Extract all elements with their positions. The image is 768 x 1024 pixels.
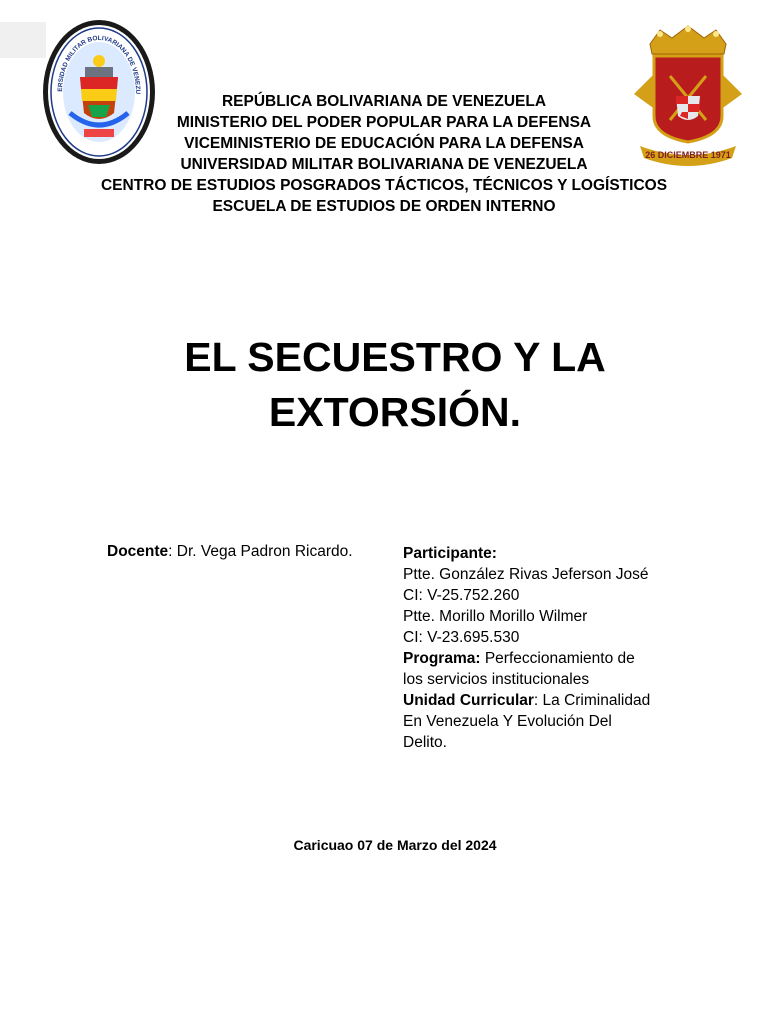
participant-line: CI: V-25.752.260 xyxy=(403,587,520,604)
institution-header xyxy=(0,91,768,217)
document-title xyxy=(0,330,768,440)
unidad-value: : La Criminalidad xyxy=(533,692,651,709)
participant-line: Ptte. Morillo Morillo Wilmer xyxy=(403,608,588,625)
docente-value: : Dr. Vega Padron Ricardo. xyxy=(168,543,353,560)
unidad-label: Unidad Curricular xyxy=(403,692,534,709)
crest-date-text: 26 DICIEMBRE 1971 xyxy=(645,150,731,160)
unidad-line xyxy=(403,690,703,711)
participant-line: Ptte. González Rivas Jeferson José xyxy=(403,566,649,583)
programa-line xyxy=(403,648,703,669)
header-line: ESCUELA DE ESTUDIOS DE ORDEN INTERNO xyxy=(212,198,556,215)
programa-value: Perfeccionamiento de xyxy=(480,650,635,667)
title-line-1: EL SECUESTRO Y LA xyxy=(184,334,606,380)
title-line-2: EXTORSIÓN. xyxy=(268,389,522,435)
unidad-value-cont: En Venezuela Y Evolución Del xyxy=(403,713,612,730)
participante-label: Participante: xyxy=(403,545,497,562)
header-line: UNIVERSIDAD MILITAR BOLIVARIANA DE VENEZUELA xyxy=(180,156,588,173)
footer-date-place: Caricuao 07 de Marzo del 2024 xyxy=(293,837,497,853)
docente-label: Docente xyxy=(107,543,169,560)
docente-block xyxy=(107,543,353,561)
header-line: VICEMINISTERIO DE EDUCACIÓN PARA LA DEFENSA xyxy=(184,135,584,152)
unidad-value-cont: Delito. xyxy=(403,734,447,751)
seal-ring-text: ERSIDAD MILITAR BOLIVARIANA DE VENEZU xyxy=(56,34,142,95)
header-line: CENTRO DE ESTUDIOS POSGRADOS TÁCTICOS, TÉCNICOS Y LOGÍSTICOS xyxy=(100,177,668,194)
participant-line: CI: V-23.695.530 xyxy=(403,629,520,646)
header-line: MINISTERIO DEL PODER POPULAR PARA LA DEFENSA xyxy=(176,114,592,131)
header-line: REPÚBLICA BOLIVARIANA DE VENEZUELA xyxy=(221,93,547,110)
participant-info-block xyxy=(403,543,703,753)
programa-value-cont: los servicios institucionales xyxy=(403,671,590,688)
programa-label: Programa: xyxy=(403,650,481,667)
